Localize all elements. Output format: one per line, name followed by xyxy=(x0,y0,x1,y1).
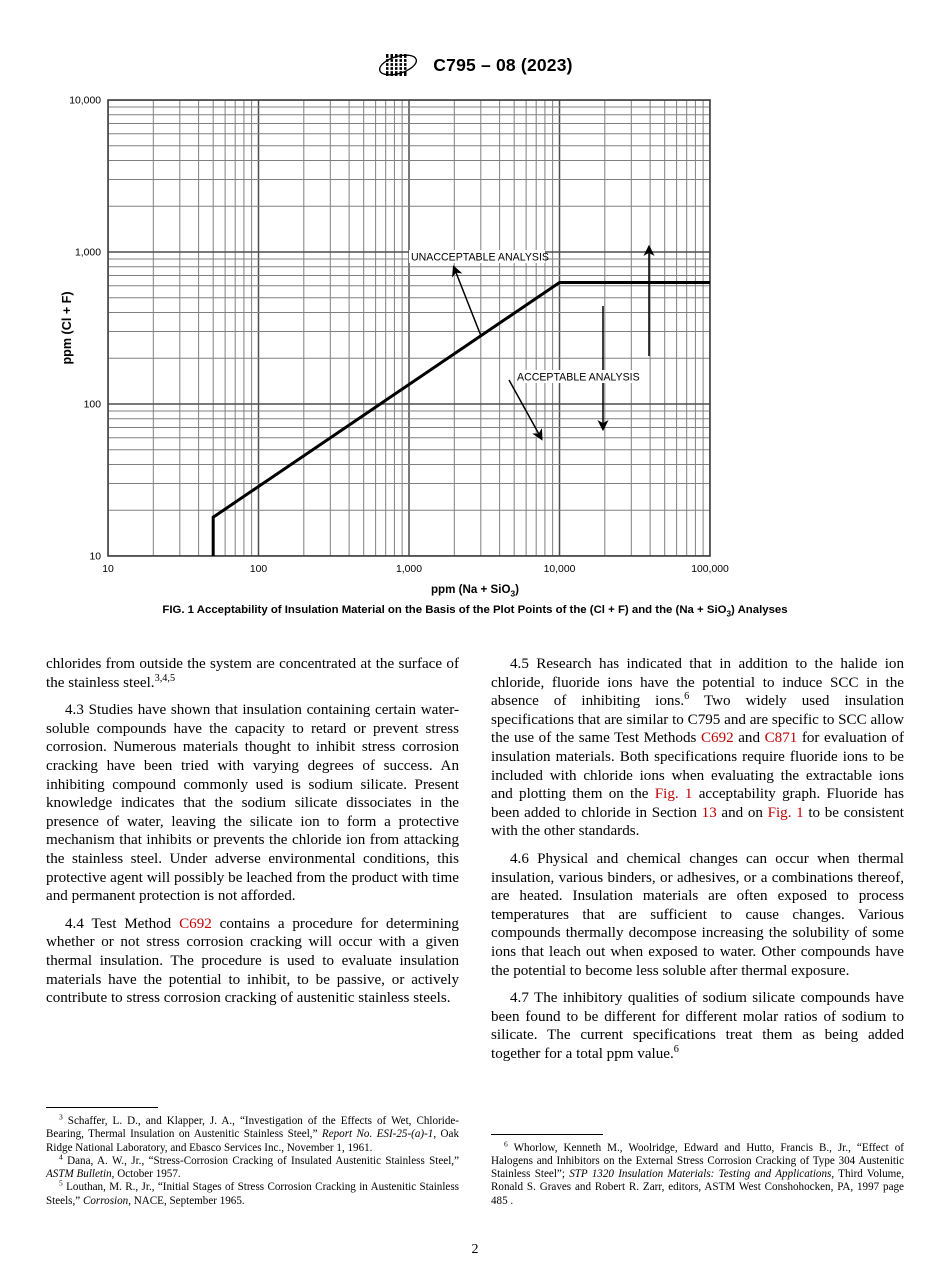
x-axis-label: ppm (Na + SiO$_3$) xyxy=(430,583,520,599)
footnote-6: $^6$ Whorlow, Kenneth M., Woolridge, Edward and Hutto, Francis B., Jr., “Effect of Halogens and Inhibitors on the External Stress Corrosion Cracking of Type 304 Austenitic Stainless Steel”; STP 1320 Insulation Materials: Testing and Applications, Third Volume, Ronald S. Graves and Robert R. Zarr, editors, ASTM West Conshohocken, PA, 1997 page 485 . xyxy=(491,1138,904,1207)
x-tick-label: 10,000 xyxy=(543,564,576,575)
astm-logo-icon xyxy=(377,50,419,80)
page-title: C795 – 08 (2023) xyxy=(433,54,573,75)
x-tick-label: 100 xyxy=(249,564,268,575)
cross-reference-link[interactable]: Fig. 1 xyxy=(767,804,804,821)
cross-reference-link[interactable]: Fig. 1 xyxy=(654,786,693,803)
italic-text: Corrosion xyxy=(82,1194,129,1207)
boundary-curve xyxy=(213,283,710,557)
para-4-3: 4.3 Studies have shown that insulation containing certain water-soluble compounds have the capacity to retard or prevent stress corrosion. Numerous materials thought to inhibit stress corrosion cracking have been tried with varying degrees of success. An inhibiting compound commonly used is sodium silicate. Present knowledge indicates that the sodium silicate dissociates in the presence of water, leaving the silicate ion to form a protective mechanism that inhibits or prevents the chloride ion from attacking the stainless steel. Under adverse environmental conditions, this protective agent will possibly be leached from the product with time and permanent protection is not afforded. xyxy=(46,702,459,905)
footnote-3: $^3$ Schaffer, L. D., and Klapper, J. A., “Investigation of the Effects of Wet, Chloride-Bearing, Thermal Insulation on Austenitic Stainless Steel,” Report No. ESI-25-(a)-1, Oak Ridge National Laboratory, and Ebasco Services Inc., November 1, 1961. xyxy=(46,1112,460,1154)
x-tick-label: 100,000 xyxy=(691,564,729,575)
unacceptable-analysis-label: UNACCEPTABLE ANALYSIS xyxy=(411,251,549,264)
y-tick-label: 10,000 xyxy=(69,95,101,107)
x-axis-tick-labels xyxy=(102,564,729,575)
footnote-marker[interactable]: 6 xyxy=(684,691,690,703)
footnote-marker[interactable]: 4 xyxy=(59,1152,63,1162)
cross-reference-link[interactable]: C692 xyxy=(179,915,212,932)
footnote-5: $^5$ Louthan, M. R., Jr., “Initial Stages of Stress Corrosion Cracking in Austenitic Stainless Steels,” Corrosion, NACE, September 1965. xyxy=(46,1178,459,1207)
arrow-to-unacceptable xyxy=(455,270,481,336)
para-4-5: 4.5 Research has indicated that in addition to the halide ion chloride, fluoride ions have the potential to induce SCC in the absence of inhibiting ions.$^6$ Two widely used insulation specifications that are similar to C795 and are specific to SCC allow the use of the same Test Methods C692 and C871 for evaluation of insulation materials. Both specifications require fluoride ions to be included with chloride ions when evaluating the extractable ions and plotting them on the Fig. 1 acceptability graph. Fluoride has been added to chloride in Section 13 and on Fig. 1 to be consistent with the other standards. xyxy=(491,656,904,840)
right-column xyxy=(491,655,904,1075)
para-4-7: 4.7 The inhibitory qualities of sodium silicate compounds have been found to be different for different molar ratios of sodium to silicate. The current specifications treat them as being added together for a total ppm value.$^6$ xyxy=(491,990,904,1062)
figure-caption: FIG. 1 Acceptability of Insulation Material on the Basis of the Plot Points of the (Cl + F) and the (Na + SiO$_3$) Analyses xyxy=(162,604,788,619)
footnote-marker[interactable]: 3 xyxy=(59,1112,63,1122)
para-continued: chlorides from outside the system are concentrated at the surface of the stainless steel.$^{3,4,5}$ xyxy=(46,656,459,691)
cross-reference-link[interactable]: C692 xyxy=(700,730,734,747)
left-footnotes xyxy=(46,1107,459,1208)
acceptable-analysis-label: ACCEPTABLE ANALYSIS xyxy=(517,371,640,384)
y-axis-tick-labels xyxy=(69,96,101,563)
figure-1 xyxy=(0,88,950,619)
italic-text: STP 1320 Insulation Materials: Testing and Applications xyxy=(569,1168,832,1181)
left-column xyxy=(46,655,459,1075)
footnote-marker[interactable]: 6 xyxy=(504,1138,508,1148)
footnote-marker[interactable]: 6 xyxy=(673,1043,679,1055)
x-tick-label: 1,000 xyxy=(395,564,423,575)
y-axis-label: ppm (Cl + F) xyxy=(60,291,74,365)
document-header xyxy=(0,50,950,80)
cross-reference-link[interactable]: 13 xyxy=(701,804,717,821)
right-footnotes xyxy=(491,1134,904,1208)
y-tick-label: 10 xyxy=(89,551,101,563)
annotation-arrows xyxy=(455,250,649,436)
y-tick-label: 1,000 xyxy=(74,247,101,259)
cross-reference-link[interactable]: C871 xyxy=(764,730,798,747)
italic-text: ASTM Bulletin xyxy=(46,1168,112,1181)
acceptability-chart xyxy=(45,88,905,583)
page-number: 2 xyxy=(471,1242,479,1257)
italic-text: Report No. ESI-25-(a)-1 xyxy=(321,1128,434,1141)
footnote-4: $^4$ Dana, A. W., Jr., “Stress-Corrosion Cracking of Insulated Austenitic Stainless Steel,” ASTM Bulletin, October 1957. xyxy=(46,1152,459,1181)
footnote-marker[interactable]: 5 xyxy=(59,1178,63,1188)
para-4-6: 4.6 Physical and chemical changes can occur when thermal insulation, various binders, or adhesives, or a combinations thereof, are heated. Insulation materials are often exposed to process temperatures that are sufficient to cause changes. Various compounds thermally decompose increasing the solubility of some ions that leach out when exposed to water. Other compounds have the potential to become less soluble after thermal exposure. xyxy=(491,850,904,979)
footnote-marker[interactable]: 3,4,5 xyxy=(154,672,176,684)
para-4-4: 4.4 Test Method C692 contains a procedure for determining whether or not stress corrosion cracking will occur with a given thermal insulation. The procedure is used to evaluate insulation materials have the potential to inhibit, to be passive, or actively contribute to stress corrosion cracking of austenitic stainless steels. xyxy=(46,915,459,1007)
y-tick-label: 100 xyxy=(83,399,101,411)
footnote-rule xyxy=(46,1107,158,1108)
footnote-rule xyxy=(491,1134,603,1135)
body-columns xyxy=(46,655,904,1075)
x-tick-label: 10 xyxy=(102,564,114,575)
